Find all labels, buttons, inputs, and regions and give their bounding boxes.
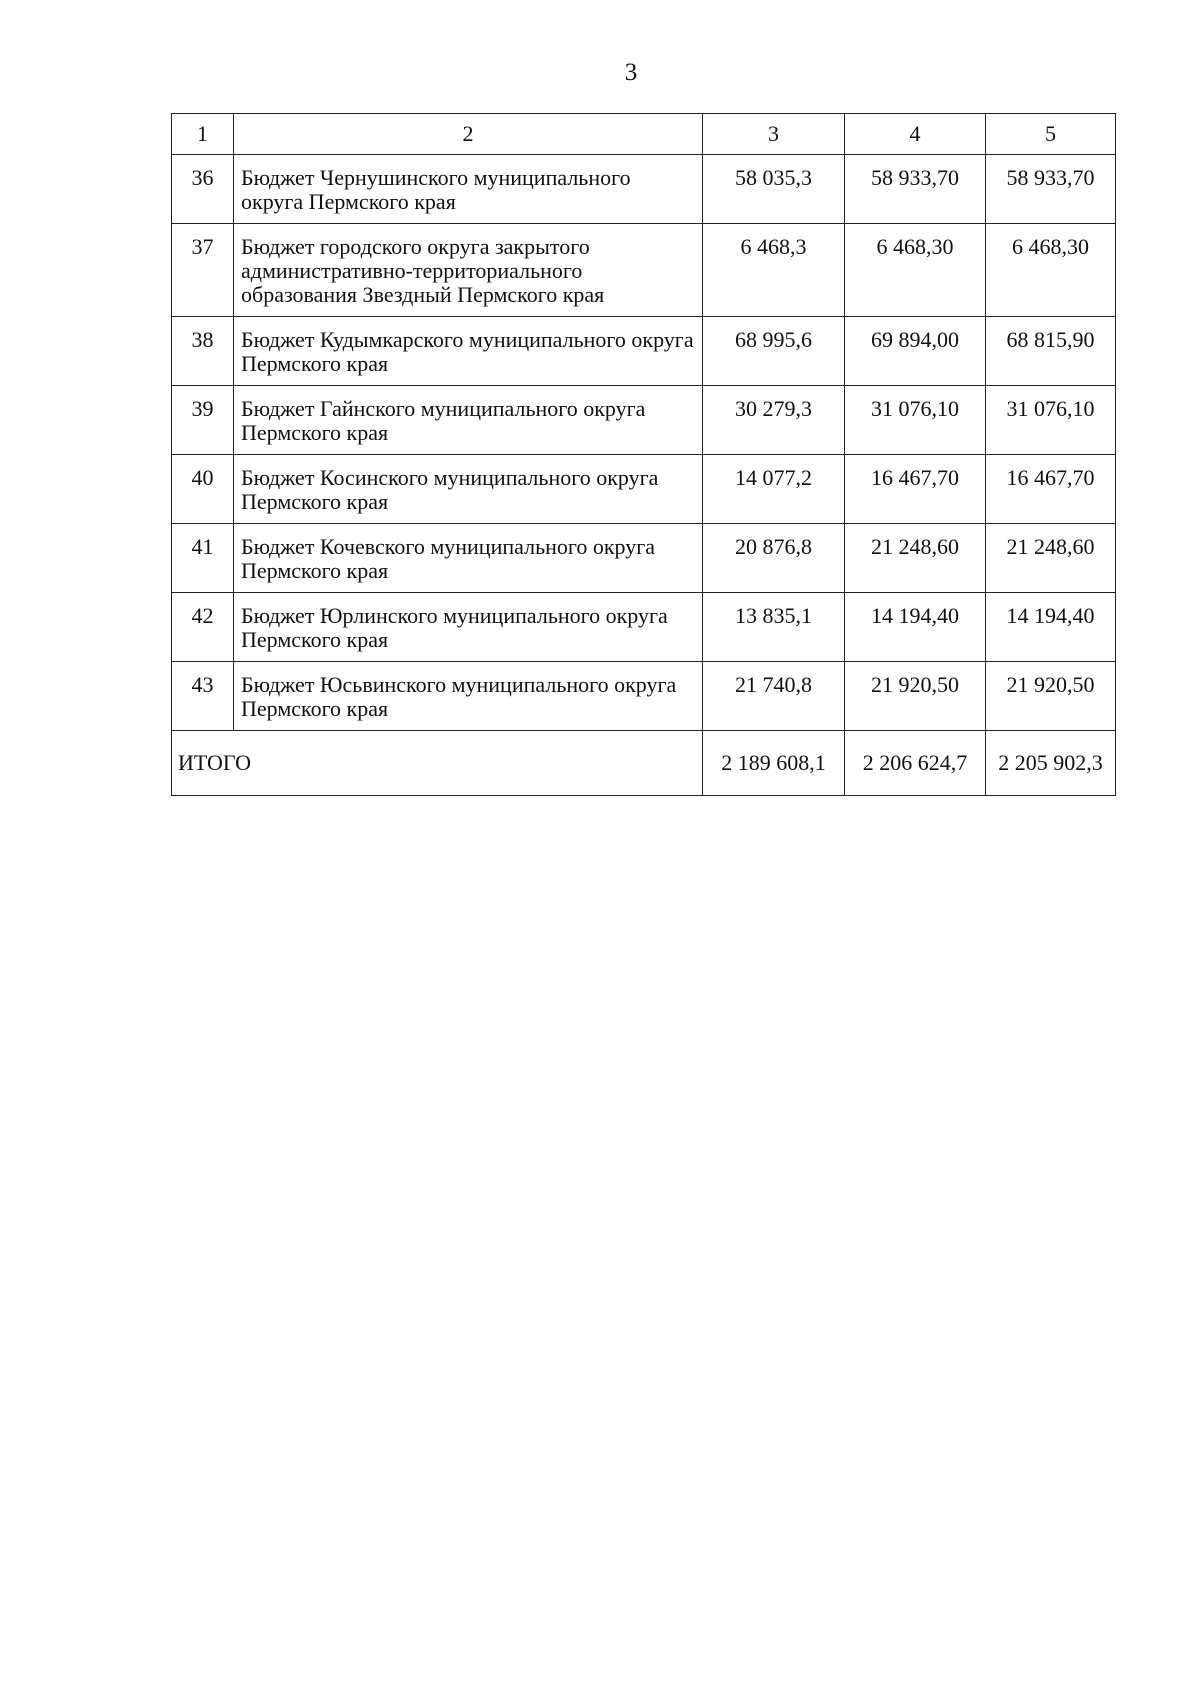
table-row: [172, 386, 1116, 455]
value-col-5: 21 248,60: [986, 524, 1116, 593]
value-col-3: 68 995,6: [703, 317, 845, 386]
column-header-1: 1: [172, 114, 234, 155]
budget-name: Бюджет Косинского муниципального округа Пермского края: [234, 455, 703, 524]
row-number: 37: [172, 224, 234, 317]
row-number: 43: [172, 662, 234, 731]
value-col-4: 31 076,10: [845, 386, 986, 455]
value-col-4: 69 894,00: [845, 317, 986, 386]
table-header-row: [172, 114, 1116, 155]
value-col-5: 68 815,90: [986, 317, 1116, 386]
value-col-3: 13 835,1: [703, 593, 845, 662]
column-header-4: 4: [845, 114, 986, 155]
value-col-4: 16 467,70: [845, 455, 986, 524]
value-col-3: 21 740,8: [703, 662, 845, 731]
column-header-3: 3: [703, 114, 845, 155]
value-col-3: 6 468,3: [703, 224, 845, 317]
row-number: 39: [172, 386, 234, 455]
table-row: [172, 593, 1116, 662]
column-header-5: 5: [986, 114, 1116, 155]
value-col-3: 58 035,3: [703, 155, 845, 224]
value-col-5: 21 920,50: [986, 662, 1116, 731]
value-col-4: 21 248,60: [845, 524, 986, 593]
value-col-5: 58 933,70: [986, 155, 1116, 224]
value-col-3: 14 077,2: [703, 455, 845, 524]
total-col-3: 2 189 608,1: [703, 731, 845, 796]
table-row: [172, 224, 1116, 317]
value-col-3: 30 279,3: [703, 386, 845, 455]
table-row: [172, 155, 1116, 224]
table-row: [172, 317, 1116, 386]
table-row: [172, 524, 1116, 593]
table-row: [172, 662, 1116, 731]
total-label: ИТОГО: [172, 731, 703, 796]
value-col-4: 14 194,40: [845, 593, 986, 662]
value-col-4: 58 933,70: [845, 155, 986, 224]
budget-name: Бюджет Кочевского муниципального округа Пермского края: [234, 524, 703, 593]
value-col-3: 20 876,8: [703, 524, 845, 593]
budget-table: [171, 113, 1116, 796]
row-number: 42: [172, 593, 234, 662]
value-col-5: 6 468,30: [986, 224, 1116, 317]
budget-name: Бюджет городского округа закрытого административно-территориального образования Звездный Пермского края: [234, 224, 703, 317]
column-header-2: 2: [234, 114, 703, 155]
budget-name: Бюджет Кудымкарского муниципального округа Пермского края: [234, 317, 703, 386]
total-col-5: 2 205 902,3: [986, 731, 1116, 796]
row-number: 40: [172, 455, 234, 524]
value-col-5: 14 194,40: [986, 593, 1116, 662]
budget-name: Бюджет Юсьвинского муниципального округа Пермского края: [234, 662, 703, 731]
row-number: 36: [172, 155, 234, 224]
value-col-5: 16 467,70: [986, 455, 1116, 524]
row-number: 38: [172, 317, 234, 386]
row-number: 41: [172, 524, 234, 593]
page-number: 3: [624, 59, 638, 86]
budget-name: Бюджет Юрлинского муниципального округа Пермского края: [234, 593, 703, 662]
total-col-4: 2 206 624,7: [845, 731, 986, 796]
budget-name: Бюджет Гайнского муниципального округа Пермского края: [234, 386, 703, 455]
budget-name: Бюджет Чернушинского муниципального округа Пермского края: [234, 155, 703, 224]
value-col-4: 21 920,50: [845, 662, 986, 731]
value-col-4: 6 468,30: [845, 224, 986, 317]
total-row: [172, 731, 1116, 796]
table-row: [172, 455, 1116, 524]
value-col-5: 31 076,10: [986, 386, 1116, 455]
